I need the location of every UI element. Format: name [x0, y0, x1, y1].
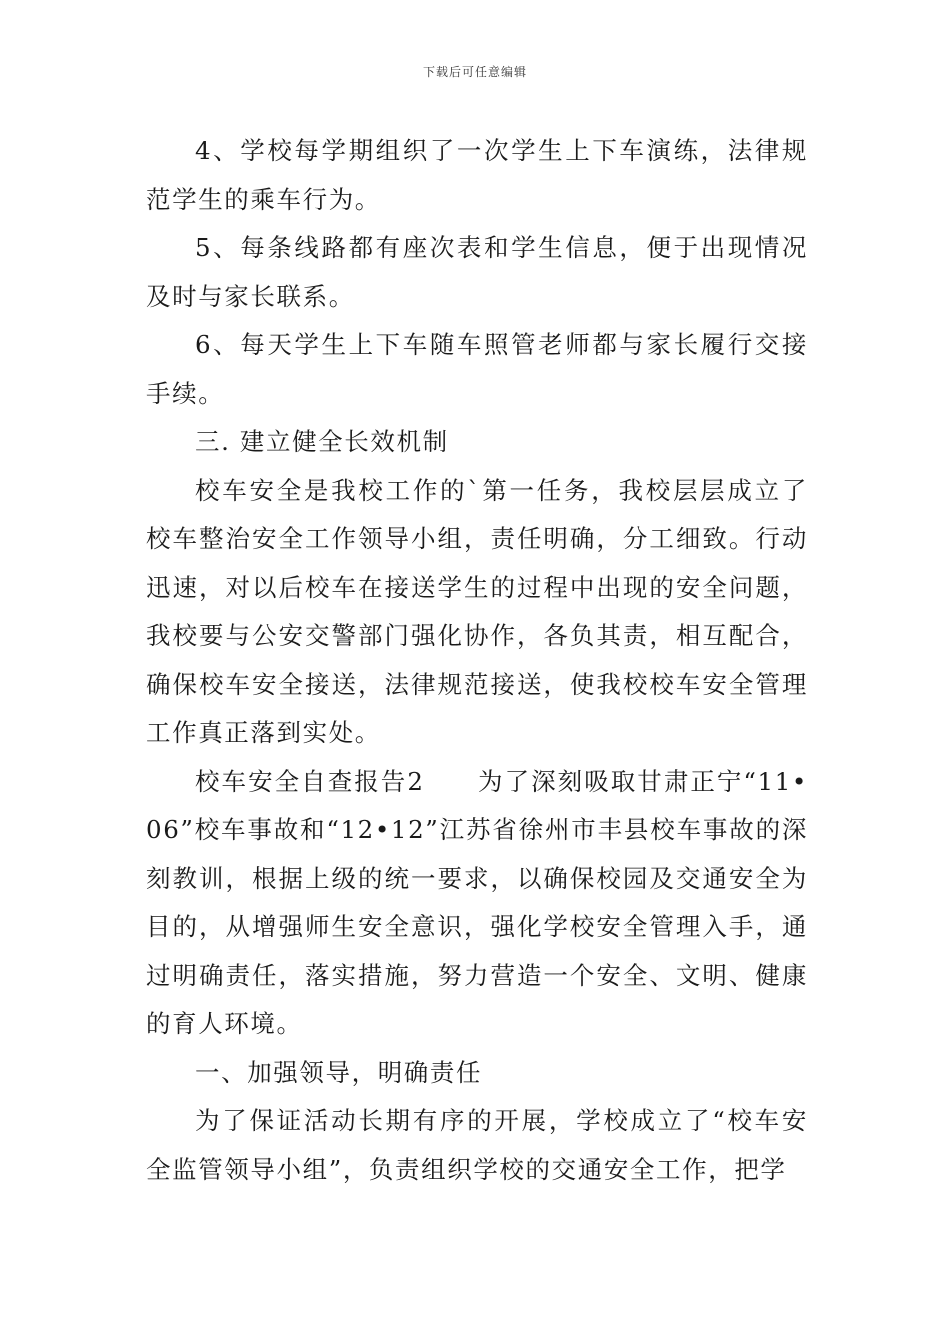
page-header-note: 下载后可任意编辑 — [422, 65, 527, 79]
paragraph-mechanism-body: 校车安全是我校工作的`第一任务，我校层层成立了校车整治安全工作领导小组，责任明确，分工细致。行动迅速，对以后校车在接送学生的过程中出现的安全问题，我校要与公安交警部门强化协作，各负其责，相互配合，确保校车安全接送，法律规范接送，使我校校车安全管理工作真正落到实处。 — [146, 475, 808, 747]
paragraph-item-5: 5、每条线路都有座次表和学生信息，便于出现情况及时与家长联系。 — [146, 233, 808, 311]
paragraph-item-4: 4、学校每学期组织了一次学生上下车演练，法律规范学生的乘车行为。 — [146, 136, 808, 214]
paragraph-report-2-intro: 校车安全自查报告2 为了深刻吸取甘肃正宁“11•06”校车事故和“12•12”江苏省徐州市丰县校车事故的深刻教训，根据上级的统一要求，以确保校园及交通安全为目的，从增强师生安全意识，强化学校安全管理入手，通过明确责任，落实措施，努力营造一个安全、文明、健康的育人环境。 — [146, 766, 808, 1038]
paragraph-leadership-body: 为了保证活动长期有序的开展，学校成立了“校车安全监管领导小组”，负责组织学校的交通安全工作，把学 — [146, 1106, 808, 1184]
section-heading-mechanism: 三. 建立健全长效机制 — [195, 427, 449, 456]
document-body — [146, 127, 808, 1194]
section-heading-leadership: 一、加强领导，明确责任 — [195, 1057, 483, 1087]
paragraph-item-6: 6、每天学生上下车随车照管老师都与家长履行交接手续。 — [146, 330, 808, 408]
